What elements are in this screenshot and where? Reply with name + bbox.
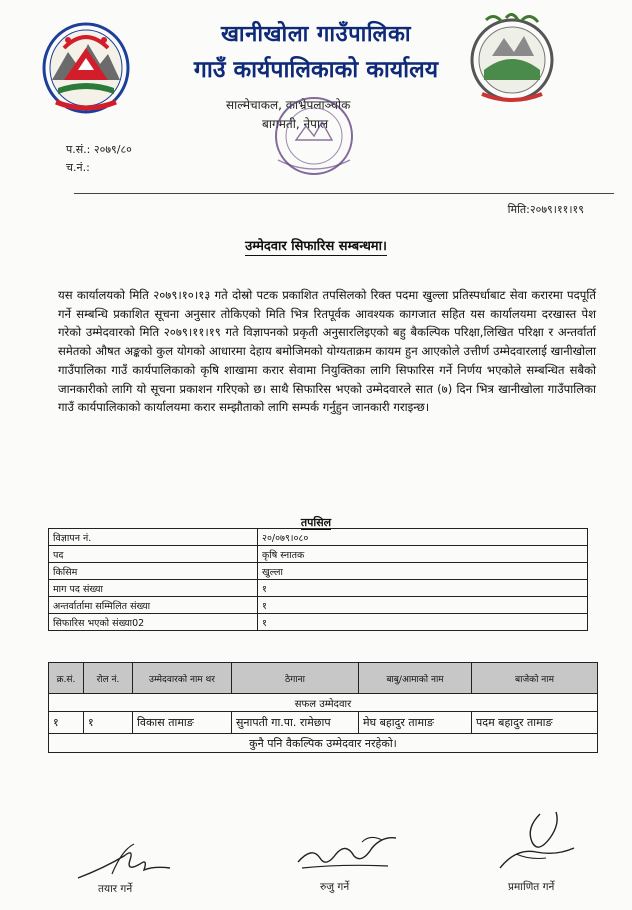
table-row [49,580,588,597]
table-row [49,563,588,580]
subject-text: उम्मेदवार सिफारिस सम्बन्धमा। [245,239,387,254]
column-header: उम्मेदवारको नाम थर [133,663,232,694]
table-row [49,712,598,734]
column-header: बाजेको नाम [472,663,598,694]
table-row [49,614,588,631]
address-line-1: साल्मेचाकल, काभ्रेपलाञ्चोक [226,98,351,112]
table-row [49,597,588,614]
table-cell-label: सिफारिस भएको संख्या02 [49,614,258,631]
cell-parent: मेघ बहादुर तामाङ [359,712,472,734]
column-header: बाबु/आमाको नाम [359,663,472,694]
table-cell-value: १ [258,597,588,614]
dispatch-number: च.नं.: [66,161,90,174]
table-cell-value: १ [258,580,588,597]
address-line-2: बागमती, नेपाल [262,117,329,131]
signature-certified [486,808,586,874]
table-cell-value: १ [258,614,588,631]
column-header: रोल नं. [84,663,133,694]
cell-address: सुनापती गा.पा. रामेछाप [232,712,359,734]
table-cell-label: पद [49,546,258,563]
table-cell-value: कृषि स्नातक [258,546,588,563]
signature-prepared [74,838,174,884]
column-header: क्र.सं. [49,663,84,694]
table-cell-label: विज्ञापन नं. [49,529,258,546]
table-row [49,546,588,563]
prepared-by-label: तयार गर्ने [98,883,133,895]
table-cell-label: अन्तर्वार्तामा सम्मिलित संख्या [49,597,258,614]
checked-by-label: रुजु गर्ने [320,881,350,893]
table-cell-label: माग पद संख्या [49,580,258,597]
letter-number: प.सं.: २०७९/८० [66,143,132,156]
tapasil-heading-text: तपसिल [300,516,332,529]
cell-grandparent: पदम बहादुर तामाङ [472,712,598,734]
certified-by-label: प्रमाणित गर्ने [508,881,555,893]
candidate-table [48,662,598,753]
cell-name: विकास तामाङ [133,712,232,734]
table-cell-label: किसिम [49,563,258,580]
table-header-row [49,663,598,694]
municipality-title: खानीखोला गाउँपालिका [220,22,412,47]
table-cell-value: २०/०७९।०८० [258,529,588,546]
header-divider [74,193,614,194]
notice-body: यस कार्यालयको मिति २०७९।१०।१३ गते दोस्रो पटक प्रकाशित तपसिलको रिक्त पदमा खुल्ला प्रतिस्पर्धाबाट सेवा करारमा पदपूर्ति गर्ने सम्बन्धि प्रकाशित सूचना अनुसार तोकिएको मिति भित्र रितपूर्वक आवश्यक कागजात सहित यस कार्यालयमा दरखास्त पेश गरेको उम्मेदवारको मिति २०७९।११।१९ गते विज्ञापनको प्रकृती अनुसारलिइएको बहु बैकल्पिक परिक्षा,लिखित परिक्षा र अन्तर्वार्ता समेतको औषत अङ्कको कुल योगको आधारमा देहाय बमोजिमको योग्यताक्रम कायम हुन आएकोले उत्तीर्ण उम्मेदवारलाई खानीखोला गाउँपालिका गाउँ कार्यपालिकाको कृषि शाखामा करार सेवामा नियुक्तिका लागि सिफारिस गर्ने निर्णय भएकोले सम्बन्धित सबैको जानकारीको लागि यो सूचना प्रकाशन गरिएको छ। साथै सिफारिस भएको उम्मेदवारले सात (७) दिन भित्र खानीखोला गाउँपालिका गाउँ कार्यपालिकाको कार्यालयमा करार सम्झौताको लागि सम्पर्क गर्नुहुन जानकारी गराइन्छ। [58,288,596,415]
alternate-note: कुनै पनि वैकल्पिक उम्मेदवार नरहेको। [49,734,598,753]
letter-date: मिति:२०७९।११।१९ [507,203,584,216]
table-group-row [49,694,598,712]
vacancy-details-table [48,528,588,631]
table-row [49,529,588,546]
subject-line [0,236,632,254]
table-cell-value: खुल्ला [258,563,588,580]
cell-serial: १ [49,712,84,734]
office-stamp [268,90,360,182]
signature-checked [292,828,402,876]
cell-roll: १ [84,712,133,734]
office-title: गाउँ कार्यपालिकाको कार्यालय [193,57,439,83]
group-label: सफल उम्मेदवार [49,694,598,712]
table-note-row [49,734,598,753]
column-header: ठेगाना [232,663,359,694]
